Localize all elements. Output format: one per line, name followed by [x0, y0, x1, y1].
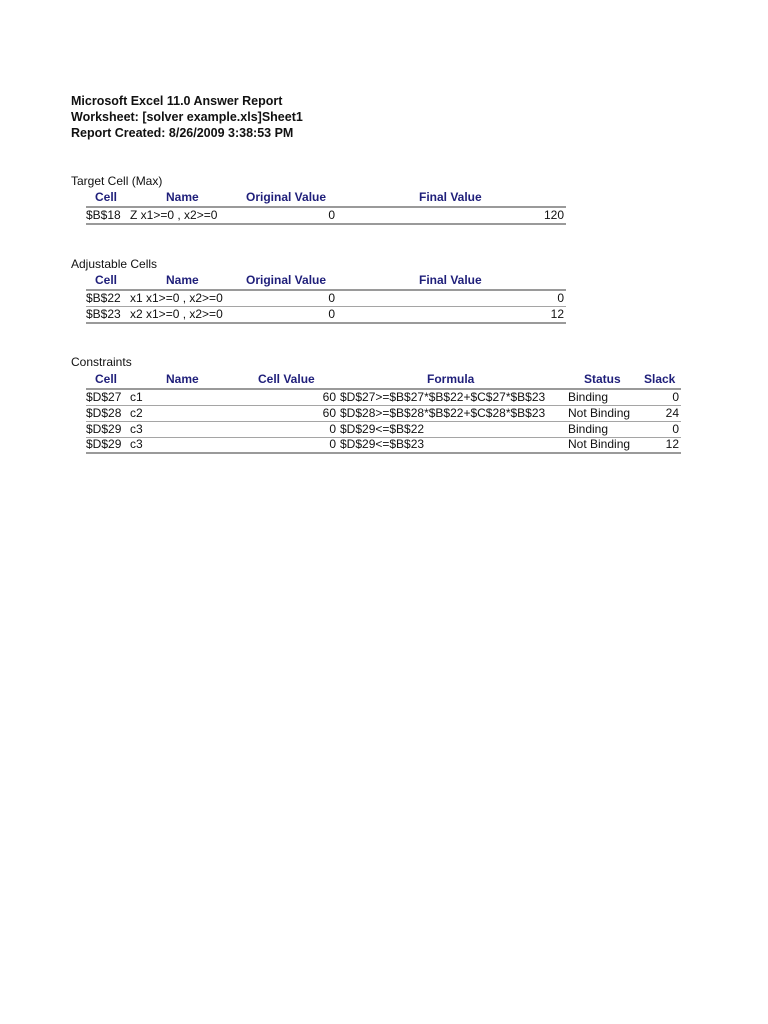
- status: Binding: [568, 390, 609, 404]
- divider: [86, 322, 566, 324]
- adjustable-section-title: Adjustable Cells: [71, 257, 158, 271]
- cell-ref: $B$18: [86, 208, 121, 222]
- constraints-section-title: Constraints: [71, 355, 132, 369]
- status: Not Binding: [568, 437, 631, 451]
- report-title: Microsoft Excel 11.0 Answer Report: [71, 94, 283, 108]
- status: Binding: [568, 422, 609, 436]
- target-header-final: Final Value: [419, 190, 482, 204]
- cell-name: c2: [130, 406, 143, 420]
- constraints-header-slack: Slack: [644, 372, 676, 386]
- adjustable-header-original: Original Value: [246, 273, 327, 287]
- divider: [86, 452, 681, 454]
- constraints-table: [86, 371, 681, 459]
- original-value: 0: [328, 291, 335, 305]
- cell-value: 60: [322, 406, 336, 420]
- constraints-header-name: Name: [166, 372, 199, 386]
- cell-ref: $B$23: [86, 307, 121, 321]
- slack: 0: [672, 422, 679, 436]
- target-header-original: Original Value: [246, 190, 327, 204]
- cell-name: x2 x1>=0 , x2>=0: [130, 307, 223, 321]
- target-table: [86, 189, 566, 229]
- status: Not Binding: [568, 406, 631, 420]
- constraints-header-cell: Cell: [95, 372, 118, 386]
- original-value: 0: [328, 307, 335, 321]
- formula: $D$28>=$B$28*$B$22+$C$28*$B$23: [340, 406, 546, 420]
- report-created: Report Created: 8/26/2009 3:38:53 PM: [71, 126, 294, 140]
- final-value: 12: [550, 307, 564, 321]
- formula: $D$29<=$B$22: [340, 422, 425, 436]
- adjustable-header-name: Name: [166, 273, 199, 287]
- cell-ref: $D$29: [86, 422, 122, 436]
- worksheet-label: Worksheet: [solver example.xls]Sheet1: [71, 110, 303, 124]
- divider: [86, 223, 566, 225]
- adjustable-header-final: Final Value: [419, 273, 482, 287]
- cell-value: 0: [329, 437, 336, 451]
- slack: 12: [665, 437, 679, 451]
- cell-name: c3: [130, 437, 143, 451]
- target-header-name: Name: [166, 190, 199, 204]
- target-header-cell: Cell: [95, 190, 118, 204]
- cell-value: 0: [329, 422, 336, 436]
- final-value: 120: [543, 208, 564, 222]
- cell-name: c1: [130, 390, 143, 404]
- target-section-title: Target Cell (Max): [71, 174, 163, 188]
- cell-name: x1 x1>=0 , x2>=0: [130, 291, 223, 305]
- slack: 0: [672, 390, 679, 404]
- formula: $D$27>=$B$27*$B$22+$C$27*$B$23: [340, 390, 546, 404]
- cell-value: 60: [322, 390, 336, 404]
- final-value: 0: [557, 291, 564, 305]
- cell-ref: $D$29: [86, 437, 122, 451]
- cell-name: c3: [130, 422, 143, 436]
- cell-name: Z x1>=0 , x2>=0: [130, 208, 218, 222]
- constraints-header-status: Status: [584, 372, 621, 386]
- adjustable-header-cell: Cell: [95, 273, 118, 287]
- original-value: 0: [328, 208, 335, 222]
- constraints-header-formula: Formula: [427, 372, 475, 386]
- slack: 24: [665, 406, 679, 420]
- cell-ref: $D$28: [86, 406, 122, 420]
- constraints-header-cell-value: Cell Value: [258, 372, 315, 386]
- cell-ref: $B$22: [86, 291, 121, 305]
- adjustable-table: [86, 272, 566, 328]
- formula: $D$29<=$B$23: [340, 437, 425, 451]
- cell-ref: $D$27: [86, 390, 122, 404]
